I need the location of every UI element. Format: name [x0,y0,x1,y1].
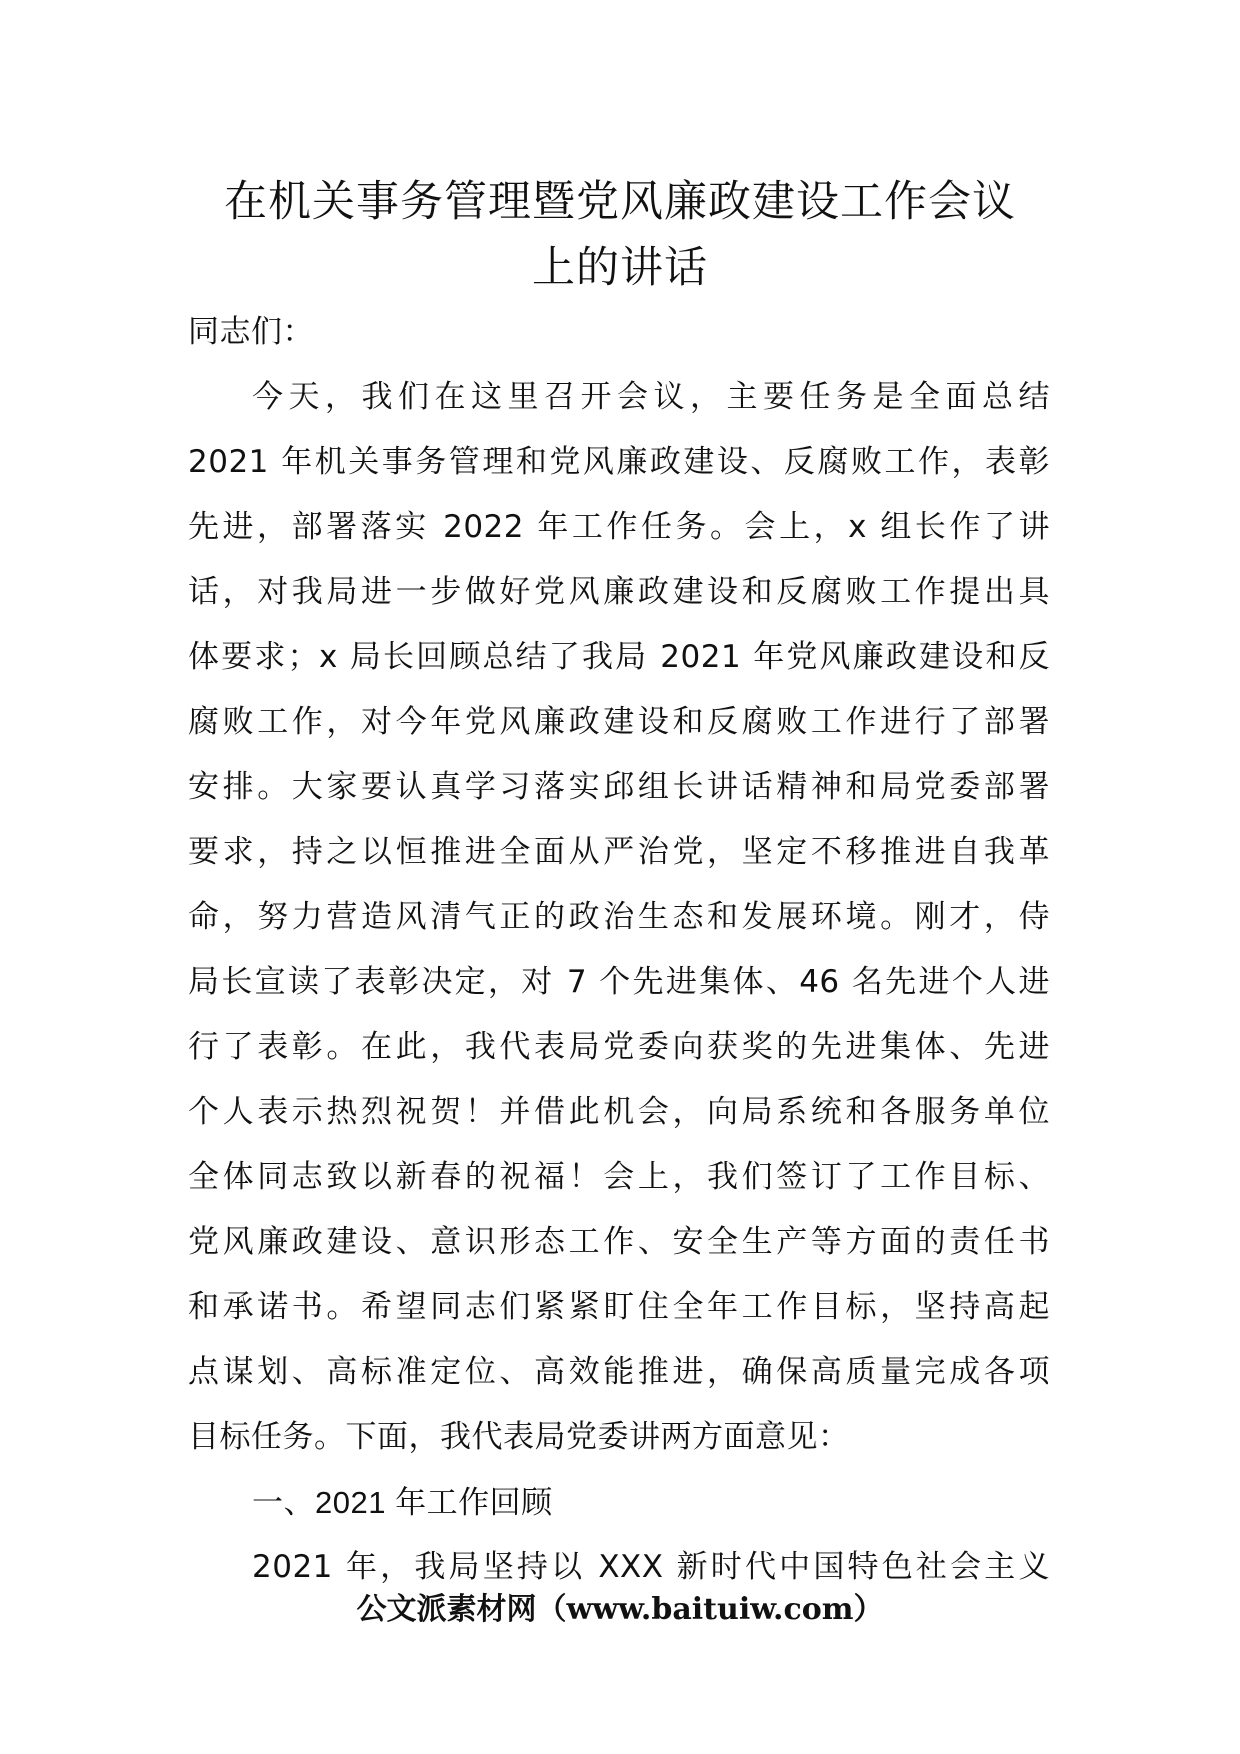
paragraph-1-line: 目标任务。下面，我代表局党委讲两方面意见： [188,1419,850,1455]
paragraph-1-line: 局长宣读了表彰决定，对 7 个先进集体、46 名先进个人进 [188,964,1050,1000]
paragraph-1-line: 和承诺书。希望同志们紧紧盯住全年工作目标，坚持高起 [188,1289,1050,1325]
document-title-line-1: 在机关事务管理暨党风廉政建设工作会议 [224,177,1016,227]
paragraph-1-line: 要求，持之以恒推进全面从严治党，坚定不移推进自我革 [188,834,1050,870]
paragraph-1-line: 话，对我局进一步做好党风廉政建设和反腐败工作提出具 [188,574,1050,610]
paragraph-1-line: 全体同志致以新春的祝福！会上，我们签订了工作目标、 [188,1159,1050,1195]
paragraph-1-line: 今天，我们在这里召开会议，主要任务是全面总结 [252,379,1050,415]
paragraph-1-line: 体要求；x 局长回顾总结了我局 2021 年党风廉政建设和反 [188,639,1050,675]
document-title-line-2: 上的讲话 [532,243,708,293]
paragraph-1-line: 点谋划、高标准定位、高效能推进，确保高质量完成各项 [188,1354,1050,1390]
paragraph-1-line: 先进，部署落实 2022 年工作任务。会上，x 组长作了讲 [188,509,1050,545]
document-body [188,300,1050,1600]
section-heading: 一、2021 年工作回顾 [252,1485,553,1520]
paragraph-2-line: 2021 年，我局坚持以 XXX 新时代中国特色社会主义 [252,1549,1050,1585]
paragraph-1-line: 腐败工作，对今年党风廉政建设和反腐败工作进行了部署 [188,704,1050,740]
paragraph-1-line: 2021 年机关事务管理和党风廉政建设、反腐败工作，表彰 [188,444,1050,480]
paragraph-1-line: 命，努力营造风清气正的政治生态和发展环境。刚才，侍 [188,899,1050,935]
paragraph-1-line: 党风廉政建设、意识形态工作、安全生产等方面的责任书 [188,1224,1050,1260]
paragraph-1-line: 安排。大家要认真学习落实邱组长讲话精神和局党委部署 [188,769,1050,805]
salutation: 同志们： [188,314,314,350]
footer-watermark: 公文派素材网（www.baituiw.com） [356,1592,884,1627]
paragraph-1-line: 个人表示热烈祝贺！并借此机会，向局系统和各服务单位 [188,1094,1050,1130]
paragraph-1-line: 行了表彰。在此，我代表局党委向获奖的先进集体、先进 [188,1029,1050,1065]
